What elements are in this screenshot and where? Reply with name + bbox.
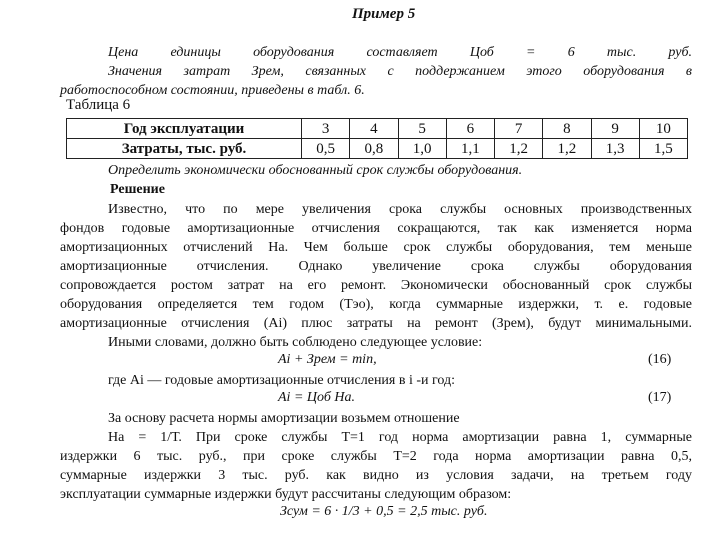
task-statement: Определить экономически обоснованный срок службы оборудования.: [108, 163, 523, 178]
paragraph-line: амортизационных отчислений Нa. Чем больше срок службы оборудования, тем меньше: [60, 240, 692, 255]
cost-cell: 1,5: [639, 139, 687, 159]
solution-heading: Решение: [110, 182, 165, 197]
basis-line: Нa = 1/Т. При сроке службы Т=1 год норма амортизации равна 1, суммарные: [108, 430, 692, 445]
year-cell: 3: [302, 119, 350, 139]
cost-cell: 1,2: [495, 139, 543, 159]
year-cell: 5: [398, 119, 446, 139]
final-formula: Зсум = 6 · 1/3 + 0,5 = 2,5 тыс. руб.: [280, 504, 488, 519]
paragraph-line: сопровождается ростом затрат на его ремонт. Экономически обоснованный срок службы: [60, 278, 692, 293]
year-cell: 7: [495, 119, 543, 139]
intro-line-1: Цена единицы оборудования составляет Цоб = 6 тыс. руб.: [108, 45, 692, 60]
cost-cell: 0,8: [350, 139, 398, 159]
basis-line: суммарные издержки 3 тыс. руб. как видно из условия задачи, на третьем году: [60, 468, 692, 483]
equation-number-16: (16): [648, 352, 672, 367]
year-cell: 10: [639, 119, 687, 139]
row-label-years: Год эксплуатации: [67, 119, 302, 139]
year-cell: 4: [350, 119, 398, 139]
formula-17: Аi = Цоб Нa.: [278, 390, 355, 405]
cost-cell: 1,3: [591, 139, 639, 159]
example-title: Пример 5: [352, 6, 416, 22]
year-cell: 9: [591, 119, 639, 139]
row-label-costs: Затраты, тыс. руб.: [67, 139, 302, 159]
basis-line: эксплуатации суммарные издержки будут рассчитаны следующим образом:: [60, 487, 512, 502]
year-cell: 8: [543, 119, 591, 139]
where-line: где Аi — годовые амортизационные отчисления в i -и год:: [108, 373, 456, 388]
cost-cell: 1,1: [446, 139, 494, 159]
cost-cell: 0,5: [302, 139, 350, 159]
basis-line: За основу расчета нормы амортизации возьмем отношение: [108, 411, 460, 426]
paragraph-line: амортизационные отчисления. Однако увеличение срока службы оборудования: [60, 259, 692, 274]
basis-line: издержки 6 тыс. руб., при сроке службы Т=2 года норма амортизации равна 0,5,: [60, 449, 692, 464]
paragraph-line: фондов годовые амортизационные отчисления сокращаются, так как изменяется норма: [60, 221, 692, 236]
table-row-costs: [67, 139, 688, 159]
intro-line-2: Значения затрат Зрем, связанных с поддержанием этого оборудования в: [108, 64, 692, 79]
paragraph-line: Иными словами, должно быть соблюдено следующее условие:: [108, 335, 483, 350]
intro-line-3: работоспособном состоянии, приведены в табл. 6.: [60, 83, 365, 98]
paragraph-line: оборудования определяется тем годом (Тэо), когда суммарные издержки, т. е. годовые: [60, 297, 692, 312]
cost-cell: 1,0: [398, 139, 446, 159]
paragraph-line: Известно, что по мере увеличения срока службы основных производственных: [108, 202, 692, 217]
data-table: [66, 118, 688, 159]
table-row-years: [67, 119, 688, 139]
cost-cell: 1,2: [543, 139, 591, 159]
equation-number-17: (17): [648, 390, 672, 405]
year-cell: 6: [446, 119, 494, 139]
formula-16: Аi + Зрем = min,: [278, 352, 377, 367]
paragraph-line: амортизационные отчисления (Аi) плюс затраты на ремонт (Зрем), будут минимальными.: [60, 316, 692, 331]
table-caption: Таблица 6: [66, 97, 131, 113]
